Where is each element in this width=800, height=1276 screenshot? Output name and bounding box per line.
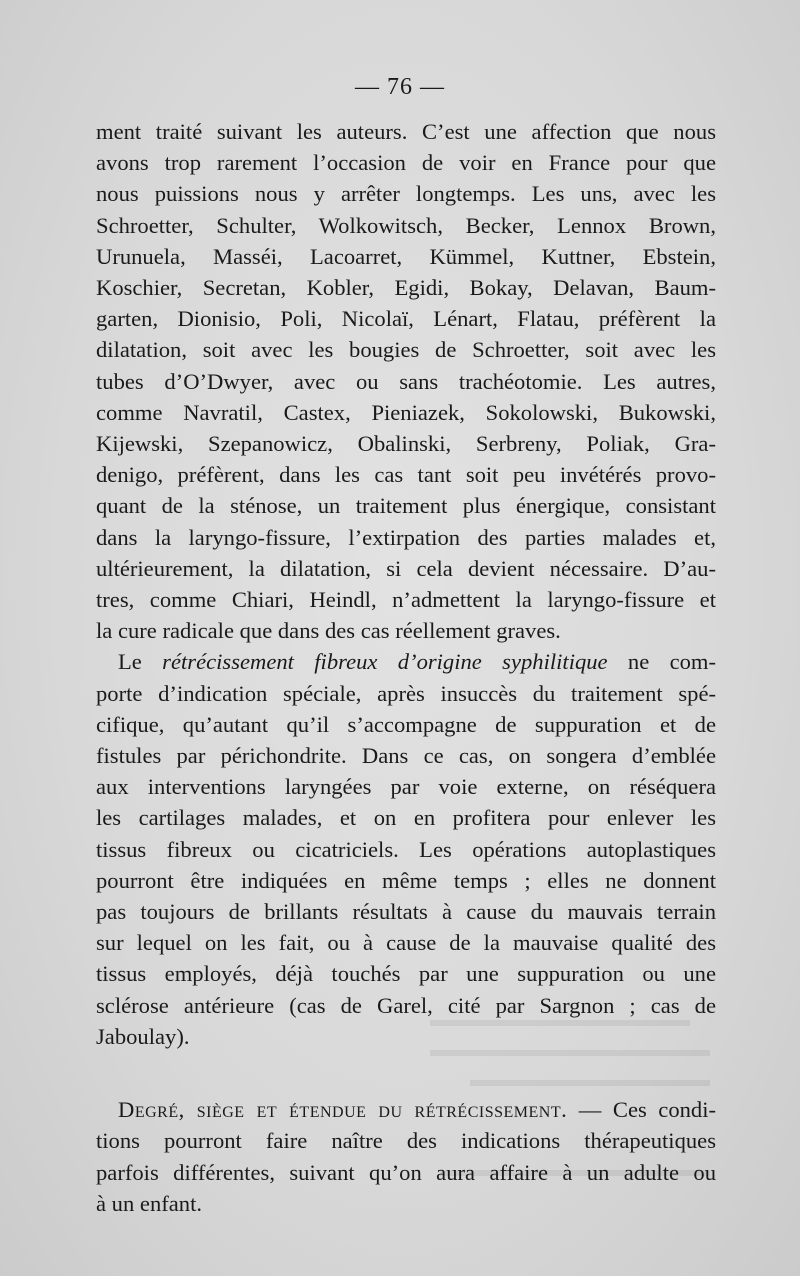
text-line: aux interventions laryngées par voie externe, on réséquera [96,774,716,800]
text-line: denigo, préfèrent, dans les cas tant soit peu invétérés provo- [96,462,716,488]
text-fragment: — Ces condi- [567,1097,717,1123]
text-line: tissus employés, déjà touchés par une suppuration ou une [96,961,716,987]
section-gap [96,1052,716,1094]
text-line: nous puissions nous y arrêter longtemps. Les uns, avec les [96,181,716,207]
text-line: les cartilages malades, et on en profitera pour enlever les [96,805,716,831]
text-line: à un enfant. [96,1190,203,1216]
text-line: sur lequel on les fait, ou à cause de la mauvaise qualité des [96,930,716,956]
text-line: Koschier, Secretan, Kobler, Egidi, Bokay, Delavan, Baum- [96,275,716,301]
text-line [96,646,716,677]
text-line: pourront être indiquées en même temps ; elles ne donnent [96,867,716,893]
paragraph-syphilitic-stricture [96,646,716,1052]
text-line: garten, Dionisio, Poli, Nicolaï, Lénart, Flatau, préfèrent la [96,306,716,332]
text-line: fistules par périchondrite. Dans ce cas, on songera d’emblée [96,743,716,769]
text-line: quant de la sténose, un traitement plus énergique, consistant [96,493,716,519]
text-line: Urunuela, Masséi, Lacoarret, Kümmel, Kuttner, Ebstein, [96,243,716,269]
text-line: dilatation, soit avec les bougies de Schroetter, soit avec les [96,337,716,363]
text-line: ment traité suivant les auteurs. C’est une affection que nous [96,119,716,144]
text-line: tissus fibreux ou cicatriciels. Les opérations autoplastiques [96,836,716,862]
text-line: Schroetter, Schulter, Wolkowitsch, Becker, Lennox Brown, [96,212,716,238]
text-line: pas toujours de brillants résultats à cause du mauvais terrain [96,899,716,925]
text-line: tubes d’O’Dwyer, avec ou sans trachéotomie. Les autres, [96,368,716,394]
section-heading: Degré, siège et étendue du rétrécissement. [118,1097,568,1123]
text-line: tions pourront faire naître des indications thérapeutiques [96,1128,716,1154]
paragraph-treatment-authors [96,116,716,646]
italic-term: rétrécissement fibreux d’origine syphilitique [162,649,608,675]
text-line: avons trop rarement l’occasion de voir en France pour que [96,150,716,176]
text-line: porte d’indication spéciale, après insuccès du traitement spé- [96,680,716,706]
text-line: Kijewski, Szepanowicz, Obalinski, Serbreny, Poliak, Gra- [96,431,716,457]
text-line: la cure radicale que dans des cas réellement graves. [96,618,561,644]
text-fragment: Le [118,649,163,675]
text-line: cifique, qu’autant qu’il s’accompagne de suppuration et de [96,711,716,737]
text-line [96,1094,716,1125]
text-line: ultérieurement, la dilatation, si cela devient nécessaire. D’au- [96,555,716,581]
text-line: dans la laryngo-fissure, l’extirpation des parties malades et, [96,524,716,550]
text-line: parfois différentes, suivant qu’on aura affaire à un adulte ou [96,1159,716,1185]
page-number: — 76 — [355,74,445,100]
text-fragment: ne com- [607,649,717,675]
text-line: tres, comme Chiari, Heindl, n’admettent la laryngo-fissure et [96,587,716,613]
page-text [96,116,716,1219]
text-line: Jaboulay). [96,1023,190,1049]
text-line: sclérose antérieure (cas de Garel, cité par Sargnon ; cas de [96,992,716,1018]
text-line: comme Navratil, Castex, Pieniazek, Sokolowski, Bukowski, [96,399,716,425]
section-degree-stricture [96,1094,716,1219]
